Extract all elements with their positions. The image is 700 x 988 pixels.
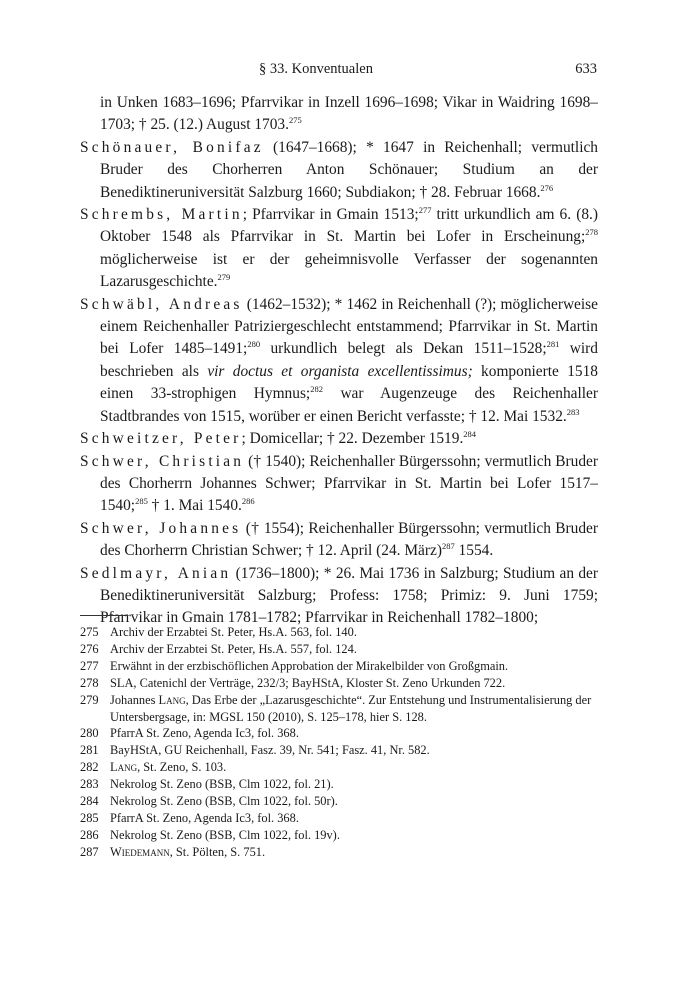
footnote-text	[110, 658, 600, 675]
footnote-ref: 277	[418, 205, 432, 216]
footnote-text	[110, 624, 600, 641]
footnote-body: BayHStA, GU Reichenhall, Fasz. 39, Nr. 541; Fasz. 41, Nr. 582.	[110, 743, 430, 758]
entry-sedlmayr	[80, 563, 598, 630]
footnote-ref: 275	[288, 115, 302, 126]
footnote-number: 278	[80, 675, 99, 690]
footnote-number: 285	[80, 810, 99, 825]
footnote-ref: 287	[441, 541, 455, 552]
author-name: Lang	[158, 692, 186, 707]
footnotes	[80, 624, 600, 861]
footnote-number: 284	[80, 794, 99, 809]
entry-text: † 1. Mai 1540.	[147, 497, 242, 515]
entry-text: urkundlich belegt als Dekan 1511–1528;	[260, 340, 547, 358]
page-number: 633	[575, 61, 597, 77]
entry-schoenauer	[80, 137, 598, 204]
entry-schwer-johannes	[80, 518, 598, 563]
footnote-body: Nekrolog St. Zeno (BSB, Clm 1022, fol. 19v).	[110, 827, 340, 842]
entry-schweitzer	[80, 428, 598, 450]
entry-name: Schönauer, Bonifaz	[80, 138, 264, 156]
footnote-body: Archiv der Erzabtei St. Peter, Hs.A. 557, fol. 124.	[110, 641, 357, 656]
entry-name: Schwer, Johannes	[80, 519, 242, 537]
author-name: Lang	[110, 760, 138, 775]
footnote	[80, 776, 600, 793]
footnote-number: 282	[80, 760, 99, 775]
entry-text: wird beschrieben als	[100, 340, 598, 380]
entry-text: († 1540); Reichenhaller Bürgerssohn; vermutlich Bruder des Chorherrn Johannes Schwer; Pfarrvikar in St. Martin bei Lofer 1517–1540;	[100, 452, 598, 515]
footnote	[80, 793, 600, 810]
footnote-text	[110, 641, 600, 658]
footnote	[80, 624, 600, 641]
footnote	[80, 827, 600, 844]
footnote-body: PfarrA St. Zeno, Agenda Ic3, fol. 368.	[110, 810, 299, 825]
footnote-body: PfarrA St. Zeno, Agenda Ic3, fol. 368.	[110, 726, 299, 741]
footnote-ref: 283	[566, 406, 580, 417]
entry-continuation	[80, 92, 598, 137]
footnote-ref: 284	[463, 429, 477, 440]
footnote-ref: 286	[241, 496, 255, 507]
footnote-number: 283	[80, 777, 99, 792]
entry-schrembs	[80, 204, 598, 294]
footnote-ref: 280	[247, 339, 261, 350]
footnote-ref: 281	[546, 339, 560, 350]
footnote-text	[110, 776, 600, 793]
footnote-body: , St. Pölten, S. 751.	[169, 844, 266, 859]
footnote-text	[110, 759, 600, 776]
footnote-body: Nekrolog St. Zeno (BSB, Clm 1022, fol. 50r).	[110, 794, 338, 809]
footnote-number: 280	[80, 726, 99, 741]
entry-text: in Unken 1683–1696; Pfarrvikar in Inzell 1696–1698; Vikar in Waidring 1698–1703; † 25. (12.) August 1703.	[100, 94, 598, 134]
footnote-prefix: Johannes	[110, 692, 159, 707]
footnote-text	[110, 675, 600, 692]
footnote-text	[110, 827, 600, 844]
entry-text: war Augenzeuge des Reichenhaller Stadtbrandes von 1515, worüber er einen Bericht verfasste; † 12. Mai 1532.	[100, 385, 598, 425]
footnote-number: 287	[80, 844, 99, 859]
entry-name: Schweitzer, Peter	[80, 430, 242, 448]
main-text	[80, 92, 598, 630]
footnote	[80, 725, 600, 742]
entry-text: ; Domicellar; † 22. Dezember 1519.	[241, 430, 464, 448]
footnote-text	[110, 742, 600, 759]
entry-text: komponierte 1518 einen 33-strophigen Hymnus;	[100, 362, 598, 403]
footnote-body: SLA, Catenichl der Verträge, 232/3; BayHStA, Kloster St. Zeno Urkunden 722.	[110, 675, 506, 690]
author-name: Wiedemann	[110, 844, 170, 859]
footnote	[80, 658, 600, 675]
entry-text: (1647–1668); * 1647 in Reichenhall; vermutlich Bruder des Chorherren Anton Schönauer; Studium an der Benediktineruniversität Salzburg 1660; Subdiakon; † 28. Februar 1668.	[100, 138, 599, 201]
entry-name: Schrembs, Martin	[80, 206, 243, 224]
footnote-ref: 278	[585, 227, 598, 238]
footnote-body: Archiv der Erzabtei St. Peter, Hs.A. 563, fol. 140.	[110, 625, 357, 639]
entry-name: Schwäbl, Andreas	[80, 295, 243, 313]
footnote-ref: 279	[217, 272, 231, 283]
footnote	[80, 675, 600, 692]
entry-text: tritt urkundlich am 6. (8.) Oktober 1548 als Pfarrvikar in St. Martin bei Lofer in Erscheinung;	[100, 206, 598, 246]
footnote-body: Erwähnt in der erzbischöflichen Approbation der Mirakelbilder von Großgmain.	[110, 658, 509, 673]
footnote-text	[110, 725, 600, 742]
running-head: § 33. Konventualen	[259, 61, 373, 77]
footnote-number: 275	[80, 625, 99, 639]
entry-name: Sedlmayr, Anian	[80, 564, 232, 582]
footnote	[80, 742, 600, 759]
entry-text: 1554.	[454, 542, 494, 560]
footnote-ref: 282	[310, 384, 323, 395]
footnote-text	[110, 844, 600, 861]
footnote	[80, 810, 600, 827]
footnote-number: 276	[80, 641, 99, 656]
footnote-text	[110, 793, 600, 810]
footnote-text	[110, 810, 600, 827]
footnote-number: 286	[80, 827, 99, 842]
entry-text: (1736–1800); * 26. Mai 1736 in Salzburg; Studium an der Benediktineruniversität Salzburg; Profess: 1758; Primiz: 9. Juni 1759; Pfarrvikar in Gmain 1781–1782; Pfarrvikar in Reichenhall 1782–1800;	[100, 564, 599, 627]
entry-text: (1462–1532); * 1462 in Reichenhall (?); möglicherweise einem Reichenhaller Patriziergeschlecht entstammend; Pfarrvikar in St. Martin bei Lofer 1485–1491;	[100, 295, 598, 358]
footnote-number: 279	[80, 692, 99, 707]
entry-text: († 1554); Reichenhaller Bürgerssohn; vermutlich Bruder des Chorherrn Christian Schwer; † 12. April (24. März)	[100, 519, 599, 560]
footnote-number: 281	[80, 743, 99, 758]
footnote	[80, 759, 600, 776]
entry-schwer-christian	[80, 451, 598, 518]
footnote-text	[110, 692, 600, 726]
entry-name: Schwer, Christian	[80, 452, 245, 470]
footnote-number: 277	[80, 658, 99, 673]
footnote-body: , Das Erbe der „Lazarusgeschichte“. Zur Entstehung und Instrumentalisierung der Untersbergsage, in: MGSL 150 (2010), S. 125–178, hier S. 128.	[110, 692, 592, 724]
footnote-ref: 276	[540, 182, 554, 193]
footnote	[80, 844, 600, 861]
footnote	[80, 692, 600, 726]
entry-text: möglicherweise ist er der geheimnisvolle Verfasser der sogenannten Lazarusgeschichte.	[100, 250, 598, 291]
footnote	[80, 641, 600, 658]
entry-schwaebl	[80, 294, 598, 428]
footnote-body: , St. Zeno, S. 103.	[137, 760, 227, 775]
footnote-body: Nekrolog St. Zeno (BSB, Clm 1022, fol. 21).	[110, 777, 334, 792]
footnote-rule	[80, 615, 128, 616]
latin-quote: vir doctus et organista excellentissimus;	[207, 362, 473, 380]
entry-text: ; Pfarrvikar in Gmain 1513;	[242, 206, 419, 224]
footnote-ref: 285	[135, 496, 148, 507]
